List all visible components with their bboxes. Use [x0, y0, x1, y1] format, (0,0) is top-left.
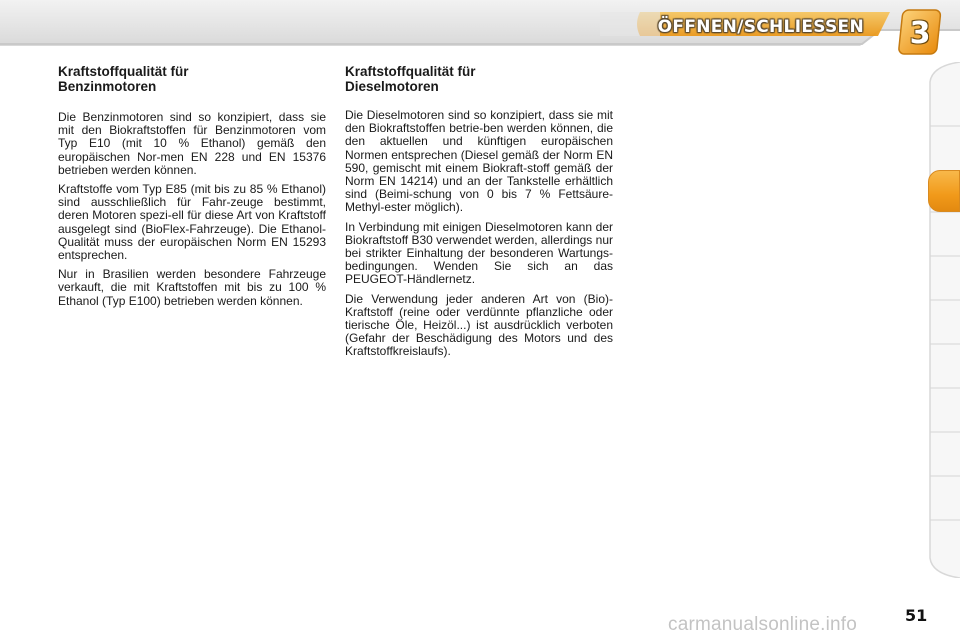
section-title-line2: Benzinmotoren [58, 79, 157, 94]
chapter-tabs [926, 62, 960, 578]
paragraph: Nur in Brasilien werden besondere Fahrzeuge verkauft, die mit Kraftstoffen mit bis zu 100 % Ethanol (Typ E100) betrieben werden können. [58, 267, 326, 308]
section-title-diesel [345, 64, 613, 94]
chapter-number-badge: 3 [909, 15, 931, 51]
paragraph: Die Dieselmotoren sind so konzipiert, dass sie mit den Biokraftstoffen betrie-ben werden können, die den aktuellen und künftigen europäischen Normen entsprechen (Diesel gemäß der Norm EN 590, gemischt mit einem Biokraft-stoff gemäß der Norm EN 14214) und an der Tankstelle erhältlich sind (Beimi-schung von 0 bis 7 % Fettsäure-Methyl-ester möglich). [345, 108, 613, 215]
section-title-petrol [58, 64, 326, 94]
diesel-engines-section [345, 64, 613, 365]
watermark: carmanualsonline.info [668, 614, 858, 635]
chapter-tabs-graphic [926, 62, 960, 578]
paragraph: Die Verwendung jeder anderen Art von (Bio)-Kraftstoff (reine oder verdünnte pflanzliche oder tierische Öle, Heizöl...) ist ausdrücklich verboten (Gefahr der Beschädigung des Motors und des Kraftstoffkreislaufs). [345, 291, 613, 359]
page-header [0, 0, 960, 58]
paragraph: In Verbindung mit einigen Dieselmotoren kann der Biokraftstoff B30 verwendet werden, allerdings nur bei strikter Einhaltung der besonderen Wartungs-bedingungen. Wenden Sie sich an das PEUGEOT-Händlernetz. [345, 219, 613, 287]
chapter-title: ÖFFNEN/SCHLIESSEN [657, 17, 864, 37]
section-title-line1: Kraftstoffqualität für [58, 64, 189, 79]
petrol-engines-section [58, 64, 326, 314]
paragraph: Die Benzinmotoren sind so konzipiert, dass sie mit den Biokraftstoffen für Benzinmotoren vom Typ E10 (mit 10 % Ethanol) gemäß den europäischen Nor-men EN 228 und EN 15376 betrieben werden können. [58, 110, 326, 177]
paragraph: Kraftstoffe vom Typ E85 (mit bis zu 85 % Ethanol) sind ausschließlich für Fahr-zeuge bestimmt, deren Motoren spezi-ell für diese Art von Kraftstoff ausgelegt sind (BioFlex-Fahrzeuge). Die Ethanol-Qualität muss der europäischen Norm EN 15293 entsprechen. [58, 182, 326, 263]
active-chapter-tab[interactable] [928, 170, 960, 212]
section-title-line1: Kraftstoffqualität für [345, 64, 476, 79]
section-title-line2: Dieselmotoren [345, 79, 439, 94]
page-number: 51 [905, 606, 928, 625]
